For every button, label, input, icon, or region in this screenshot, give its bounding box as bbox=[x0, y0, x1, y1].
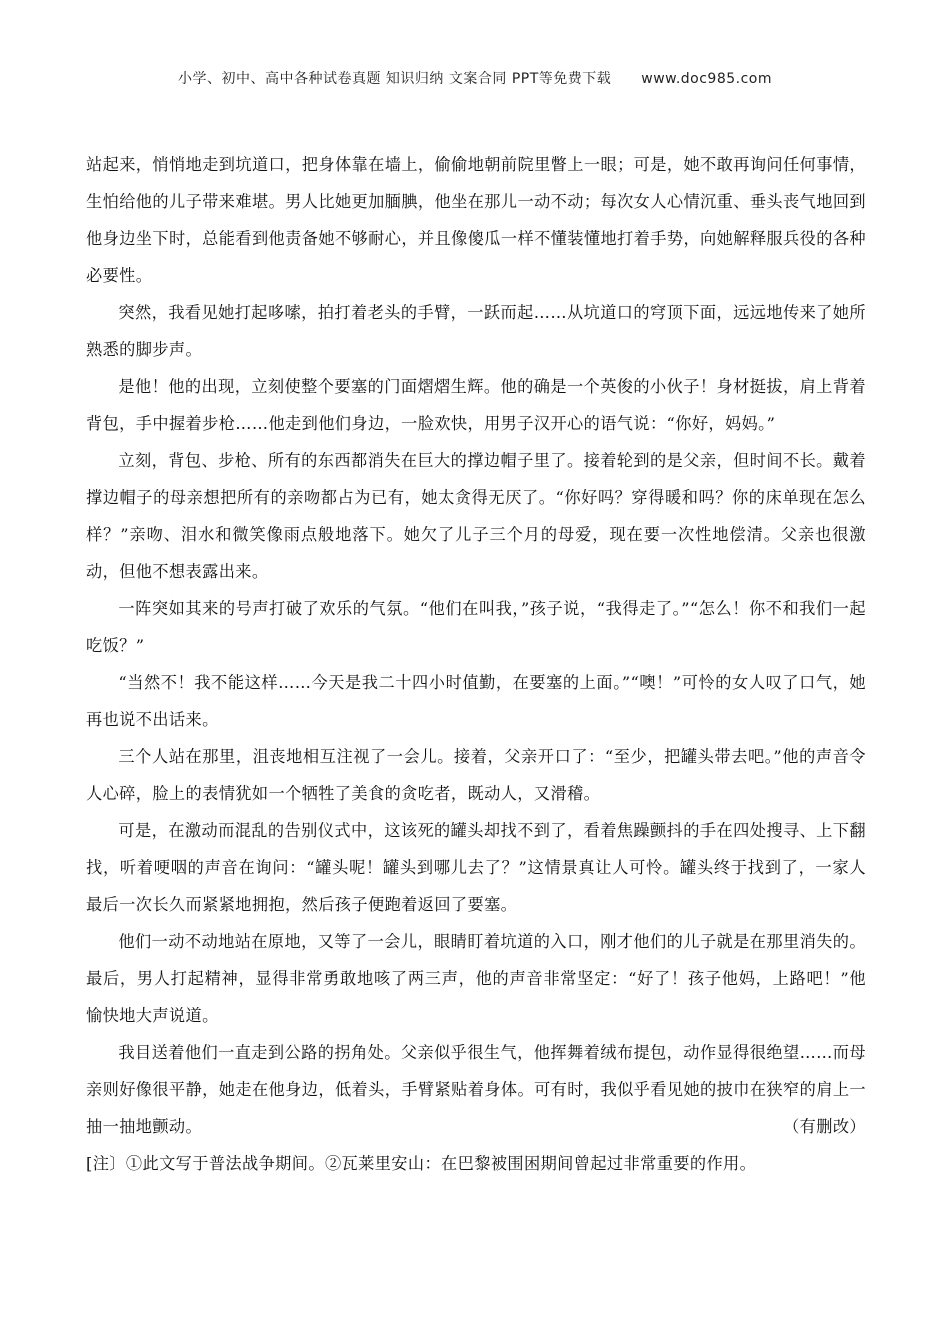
paragraph-10-text: 我目送着他们一直走到公路的拐角处。父亲似乎很生气，他挥舞着绒布提包，动作显得很绝望……而母亲则好像很平静，她走在他身边，低着头，手臂紧贴着身体。可有时，我似乎看见她的披巾在狭窄的肩上一抽一抽地颤动。 bbox=[86, 1043, 866, 1136]
article-body bbox=[86, 146, 866, 1182]
paragraph-9: 他们一动不动地站在原地，又等了一会儿，眼睛盯着坑道的入口，刚才他们的儿子就是在那里消失的。最后，男人打起精神，显得非常勇敢地咳了两三声，他的声音非常坚定：“好了！孩子他妈，上路吧！”他愉快地大声说道。 bbox=[86, 932, 866, 1025]
paragraph-3: 是他！他的出现，立刻使整个要塞的门面熠熠生辉。他的确是一个英俊的小伙子！身材挺拔，肩上背着背包，手中握着步枪……他走到他们身边，一脸欢快，用男子汉开心的语气说：“你好，妈妈。” bbox=[86, 377, 866, 433]
paragraph-7: 三个人站在那里，沮丧地相互注视了一会儿。接着，父亲开口了：“至少，把罐头带去吧。”他的声音令人心碎，脸上的表情犹如一个牺牲了美食的贪吃者，既动人，又滑稽。 bbox=[86, 747, 866, 803]
source-note: （有删改） bbox=[783, 1117, 866, 1136]
paragraph-1: 站起来，悄悄地走到坑道口，把身体靠在墙上，偷偷地朝前院里瞥上一眼；可是，她不敢再询问任何事情，生怕给他的儿子带来难堪。男人比她更加腼腆，他坐在那儿一动不动；每次女人心情沉重、垂头丧气地回到他身边坐下时，总能看到他责备她不够耐心，并且像傻瓜一样不懂装懂地打着手势，向她解释服兵役的各种必要性。 bbox=[86, 155, 866, 285]
page-header bbox=[0, 68, 950, 88]
header-text: 小学、初中、高中各种试卷真题 知识归纳 文案合同 PPT等免费下载 bbox=[177, 71, 612, 87]
paragraph-4: 立刻，背包、步枪、所有的东西都消失在巨大的撑边帽子里了。接着轮到的是父亲，但时间不长。戴着撑边帽子的母亲想把所有的亲吻都占为已有，她太贪得无厌了。“你好吗？穿得暖和吗？你的床单现在怎么样？”亲吻、泪水和微笑像雨点般地落下。她欠了儿子三个月的母爱，现在要一次性地偿清。父亲也很激动，但他不想表露出来。 bbox=[86, 451, 866, 581]
paragraph-2: 突然，我看见她打起哆嗦，拍打着老头的手臂，一跃而起……从坑道口的穹顶下面，远远地传来了她所熟悉的脚步声。 bbox=[86, 303, 866, 359]
annotation-note: [注〕①此文写于普法战争期间。②瓦莱里安山：在巴黎被围困期间曾起过非常重要的作用。 bbox=[86, 1154, 757, 1173]
paragraph-6: “当然不！我不能这样……今天是我二十四小时值勤，在要塞的上面。”“噢！”可怜的女人叹了口气，她再也说不出话来。 bbox=[86, 673, 866, 729]
header-url[interactable]: www.doc985.com bbox=[641, 71, 773, 87]
paragraph-5: 一阵突如其来的号声打破了欢乐的气氛。“他们在叫我，”孩子说，“我得走了。”“怎么！你不和我们一起吃饭？” bbox=[86, 599, 866, 655]
paragraph-10 bbox=[86, 1034, 866, 1145]
paragraph-8: 可是，在激动而混乱的告别仪式中，这该死的罐头却找不到了，看着焦躁颤抖的手在四处搜寻、上下翻找，听着哽咽的声音在询问：“罐头呢！罐头到哪儿去了？”这情景真让人可怜。罐头终于找到了，一家人最后一次长久而紧紧地拥抱，然后孩子便跑着返回了要塞。 bbox=[86, 821, 866, 914]
